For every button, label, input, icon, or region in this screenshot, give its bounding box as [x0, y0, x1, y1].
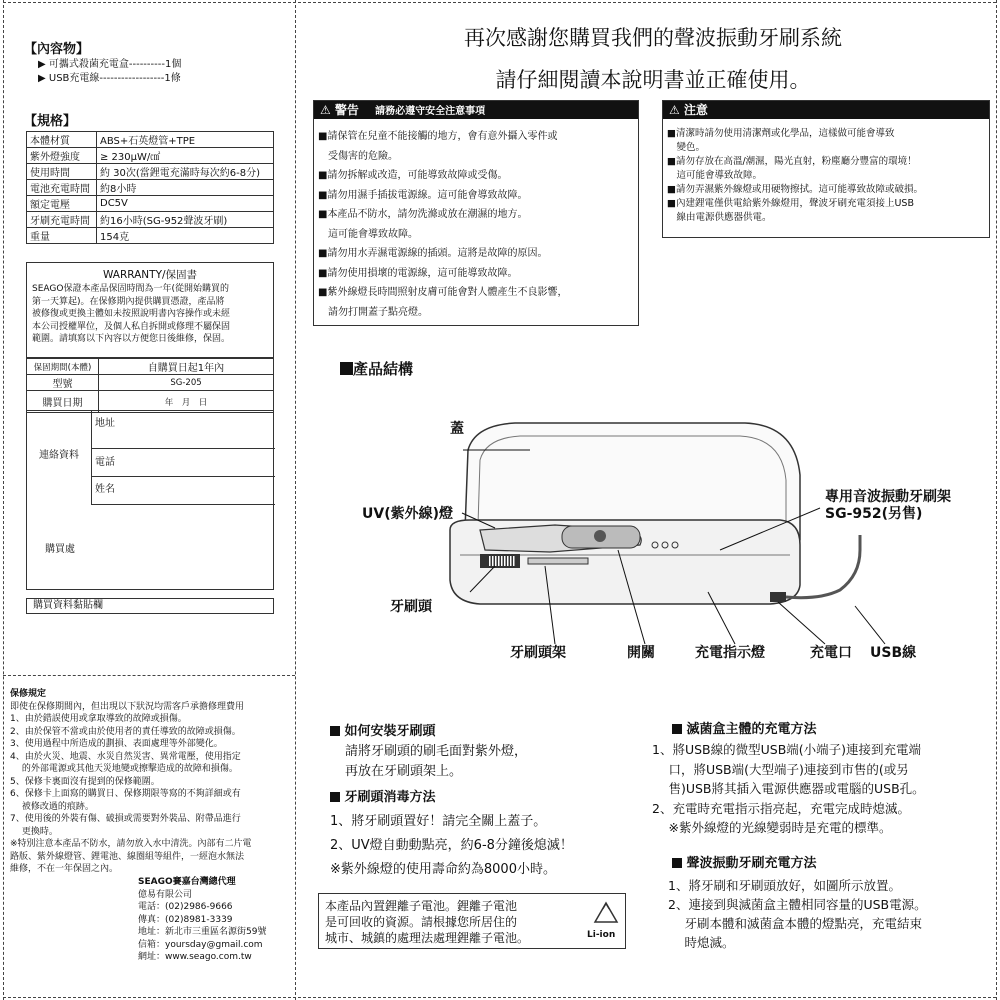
caution-list: ■清潔時請勿使用清潔劑或化學品，這樣做可能會導致 變色。 ■請勿存放在高溫/潮濕，陽光直射，粉塵廳分豐富的環境！ 這可能會導致故障。 ■請勿弄濕紫外線燈或用硬物擦拭。這可能導致故障或破損。 ■內建鋰電僅供電給紫外線燈用，聲波牙刷充電須接上USB 線由電源供應器供電。	[667, 128, 923, 223]
square-bullet-icon	[672, 858, 682, 868]
specs-table	[26, 131, 274, 244]
install-text: 請將牙刷頭的刷毛面對紫外燈， 再放在牙刷頭架上。	[345, 744, 528, 779]
square-bullet-icon	[340, 362, 353, 375]
structure-title: 產品結構	[340, 358, 413, 379]
label-toothbrush-model: SG-952(另售)	[825, 506, 923, 522]
warning-title: ⚠ 警告	[320, 103, 359, 117]
caution-box	[662, 100, 990, 238]
table-row: 使用時間 約 30次(當鋰電充滿時每次約6-8分)	[27, 164, 274, 180]
agent-info: SEAGO賽嘉台灣總代理 億易有限公司 電話：(02)2986-9666 傳真：(02)8981-3339 地址：新北市三重區名源街59號 信箱：yoursday@gmail.com 網址：www.seago.com.tw	[138, 877, 267, 962]
contents-title: 【內容物】	[24, 42, 90, 57]
contact-fields	[91, 411, 274, 505]
table-row: 購買日期 年 月 日	[27, 391, 274, 413]
contact-box	[26, 410, 274, 590]
warning-subtitle: 請務必遵守安全注意事項	[375, 106, 486, 117]
warranty-table	[26, 358, 274, 413]
install-title: 如何安裝牙刷頭	[330, 720, 436, 739]
table-row: 電池充電時間 約8小時	[27, 180, 274, 196]
bullet-icon: ▶	[38, 59, 49, 70]
bullet-icon: ▶	[38, 73, 49, 84]
contents-item: ▶ 可攜式殺菌充電盒----------1個	[38, 59, 182, 70]
left-mid-dash-line	[3, 675, 295, 676]
sterilize-title: 牙刷頭消毒方法	[330, 786, 436, 805]
table-row: 本體材質 ABS+石英燈管+TPE	[27, 132, 274, 148]
warranty-text: SEAGO保證本產品保固時間為一年(從開始購買的 第一天算起)。在保修期內提供購買憑證，產品將 被修復或更換主體如未按照說明書內容操作或未經 本公司授權單位，及個人私自拆開或修理不屬保固 範圍。請填寫以下內容以方便您日後維修，保固。	[32, 284, 231, 344]
left-dash-line	[3, 0, 4, 1000]
name-field[interactable]: 姓名	[92, 477, 275, 505]
table-row: 紫外燈強度 ≥ 230μW/㎠	[27, 148, 274, 164]
square-bullet-icon	[330, 792, 340, 802]
recycle-icon	[591, 900, 621, 928]
warning-list: ■請保管在兒童不能接觸的地方，會有意外攝入零件或 受傷害的危險。 ■請勿拆解或改造，可能導致故障或受傷。 ■請勿用濕手插拔電源線。這可能會導致故障。 ■本產品不防水，請勿洗滌或放在潮濕的地方。 這可能會導致故障。 ■請勿用水弄濕電源線的插頭。這將是故障的原因。 ■請勿使用損壞的電源線，這可能導致故障。 ■紫外線燈長時間照射皮膚可能會對人體產生不良影響， 請勿打開蓋子點亮燈。	[318, 131, 568, 318]
table-row: 額定電壓 DC5V	[27, 196, 274, 212]
label-brush-holder: 牙刷頭架	[510, 645, 566, 661]
sterilize-text: 1、將牙刷頭置好！請完全關上蓋子。 2、UV燈自動動點亮，約6-8分鐘後熄滅！ ※紫外線燈的使用壽命約為8000小時。	[330, 814, 573, 877]
label-charge-port: 充電口	[810, 645, 852, 661]
sticker-field[interactable]: 購買資料黏貼欄	[26, 598, 274, 614]
battery-box	[318, 893, 626, 949]
header-line1: 再次感謝您購買我們的聲波振動牙刷系統	[464, 26, 842, 50]
specs-title: 【規格】	[24, 114, 77, 129]
contents-list	[38, 58, 181, 86]
caution-title: ⚠ 注意	[663, 101, 989, 119]
box-charge-title: 滅菌盒主體的充電方法	[672, 718, 817, 737]
warranty-box	[26, 262, 274, 358]
brush-charge-text: 1、將牙刷和牙刷頭放好，如圖所示放置。 2、連接到與滅菌盒主體相同容量的USB電源。 牙刷本體和滅菌盒本體的燈點亮，充電結束 時熄滅。	[668, 878, 927, 950]
address-field[interactable]: 地址	[92, 411, 275, 449]
label-indicator: 充電指示燈	[695, 645, 765, 661]
right-dash-line	[996, 0, 997, 1000]
fold-dash-line	[295, 0, 296, 1000]
label-switch: 開關	[627, 645, 655, 661]
square-bullet-icon	[672, 724, 682, 734]
usb-plug	[770, 592, 786, 602]
store-field[interactable]: 購買處	[45, 544, 75, 555]
table-row: 保固期間(本體) 自購買日起1年內	[27, 359, 274, 375]
box-charge-text: 1、將USB線的微型USB端(小端子)連接到充電端 口，將USB端(大型端子)連接到市售的(或另 售)USB將其插入電源供應器或電腦的USB孔。 2、充電時充電指示指亮起，充電完成時熄滅。 ※紫外線燈的光線變弱時是充電的標準。	[652, 742, 925, 835]
table-row: 牙刷充電時間 約16小時(SG-952聲波牙刷)	[27, 212, 274, 228]
warning-box	[313, 100, 639, 326]
square-bullet-icon	[330, 726, 340, 736]
label-lid: 蓋	[450, 421, 464, 437]
contact-label: 連絡資料	[39, 450, 79, 461]
product-diagram	[300, 380, 990, 680]
header-line2: 請仔細閱讀本說明書並正確使用。	[495, 68, 811, 92]
li-ion-logo: Li-ion	[587, 930, 616, 940]
battery-text: 本產品內置鋰離子電池。鋰離子電池 是可回收的資源。請根據您所居住的 城市、城鎮的處理法處理鋰離子電池。	[325, 899, 530, 945]
warning-header	[314, 101, 638, 119]
label-toothbrush-holder: 專用音波振動牙刷架	[825, 489, 951, 505]
bottom-dash-line	[3, 997, 996, 998]
brush-holder-shape	[528, 558, 588, 564]
phone-field[interactable]: 電話	[92, 449, 275, 477]
contents-item: ▶ USB充電線------------------1條	[38, 73, 181, 84]
brush-bristles	[488, 556, 516, 566]
warranty-title: WARRANTY/保固書	[102, 269, 198, 281]
brush-charge-title: 聲波振動牙刷充電方法	[672, 852, 817, 871]
label-usb-cable: USB線	[870, 645, 917, 661]
top-dash-line	[3, 2, 996, 3]
table-row: 型號 SG-205	[27, 375, 274, 391]
label-uv-lamp: UV(紫外線)燈	[362, 506, 453, 522]
repair-rules: 保修規定 即使在保修期間內，但出現以下狀況均需客戶承擔修理費用 1、由於錯誤使用或拿取導致的故障或損傷。 2、由於保管不當或由於使用者的責任導致的故障或損傷。 3、使用過程中所造成的劃損、表面處理等外部變化。 4、由於火災、地震、水災自然災害、異常電壓，使用指定 的外部電源或其他天災地變或擦撃造成的故障和損傷。 5、保修卡裏面沒有提到的保修範圍。 6、保修卡上面寫的購買日、保修期限等寫的不夠詳細或有 被修改過的痕跡。 7、使用後的外裝有傷、破損或需要對外裝品、附帶品進行 更換時。 ※特別注意本產品不防水，請勿放入水中清洗。內部有二片電 路版、紫外線燈管、鋰電池、線圈組等組件，一經泡水無法 維修，不在一年保固之內。	[10, 689, 252, 874]
label-brush-head: 牙刷頭	[390, 599, 432, 615]
table-row: 重量 154克	[27, 228, 274, 244]
toothbrush-button	[594, 530, 606, 542]
